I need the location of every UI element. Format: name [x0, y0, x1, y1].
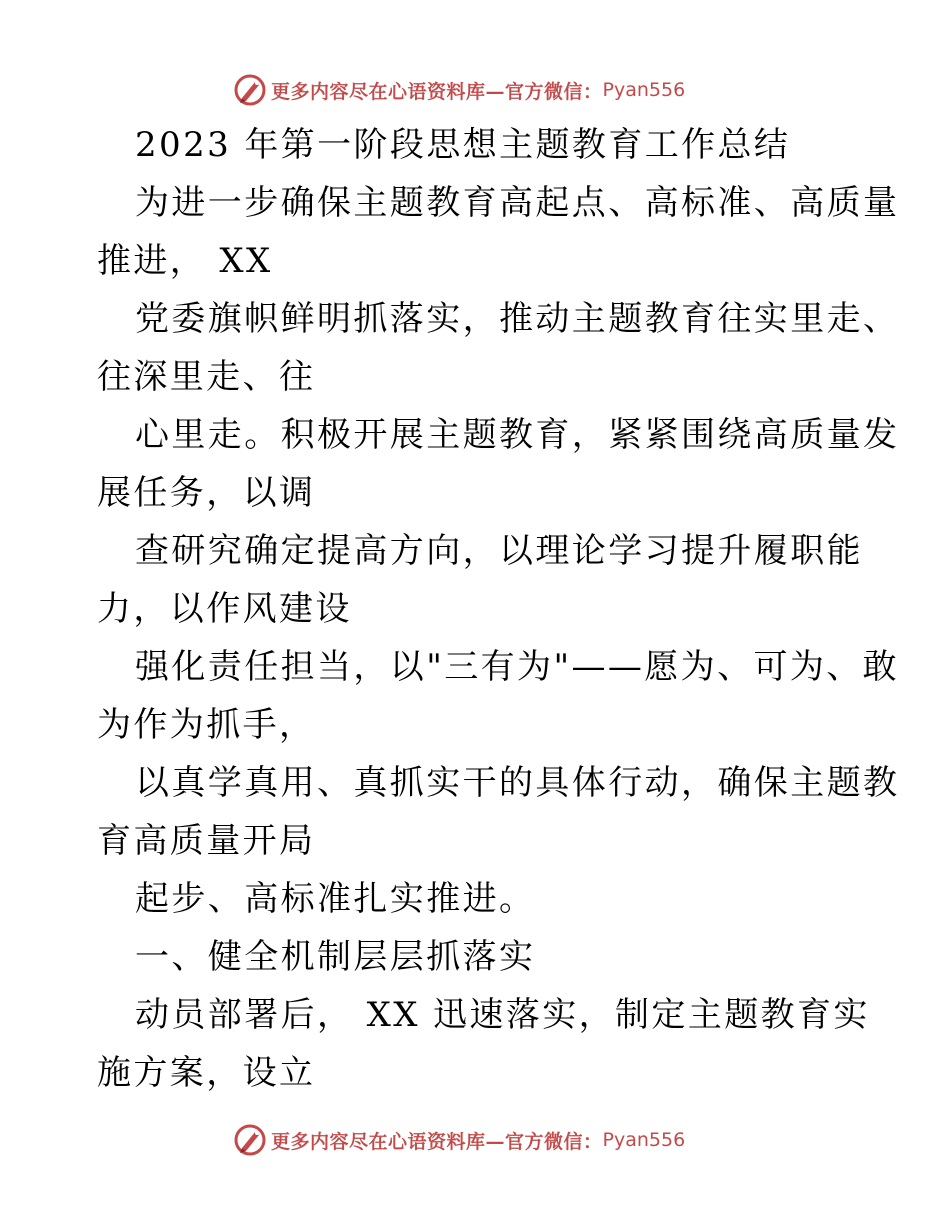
watermark-banner-top: [233, 73, 685, 107]
paragraph-line: 往深里走、往: [97, 357, 316, 397]
pen-logo-icon: [233, 1123, 267, 1157]
paragraph-line: 以真学真用、真抓实干的具体行动，确保主题教: [135, 763, 900, 803]
watermark-banner-bottom: [233, 1123, 685, 1157]
watermark-wechat-id: Pyan556: [602, 79, 686, 101]
watermark-text: 更多内容尽在心语资料库—官方微信：: [271, 1130, 603, 1153]
paragraph-line: 为作为抓手，: [97, 705, 316, 745]
paragraph-line: 强化责任担当，以"三有为"——愿为、可为、敢: [135, 647, 900, 687]
paragraph-line: 育高质量开局: [97, 821, 316, 861]
paragraph-line: 展任务，以调: [97, 473, 316, 513]
paragraph-line: 力，以作风建设: [97, 589, 352, 629]
paragraph-line: 查研究确定提高方向，以理论学习提升履职能: [135, 531, 863, 571]
watermark-text: 更多内容尽在心语资料库—官方微信：: [271, 80, 603, 103]
paragraph-line: 施方案，设立: [97, 1053, 316, 1093]
watermark-wechat-id: Pyan556: [602, 1129, 686, 1151]
paragraph-line: 起步、高标准扎实推进。: [135, 879, 536, 919]
paragraph-line: 为进一步确保主题教育高起点、高标准、高质量: [135, 183, 900, 223]
section-heading: 一、健全机制层层抓落实: [135, 937, 536, 977]
document-title: 2023 年第一阶段思想主题教育工作总结: [135, 125, 791, 165]
pen-logo-icon: [233, 73, 267, 107]
paragraph-line: 动员部署后， XX 迅速落实，制定主题教育实: [135, 995, 870, 1035]
paragraph-line: 党委旗帜鲜明抓落实，推动主题教育往实里走、: [135, 299, 900, 339]
paragraph-line: 推进， XX: [97, 241, 273, 281]
paragraph-line: 心里走。积极开展主题教育，紧紧围绕高质量发: [135, 415, 900, 455]
